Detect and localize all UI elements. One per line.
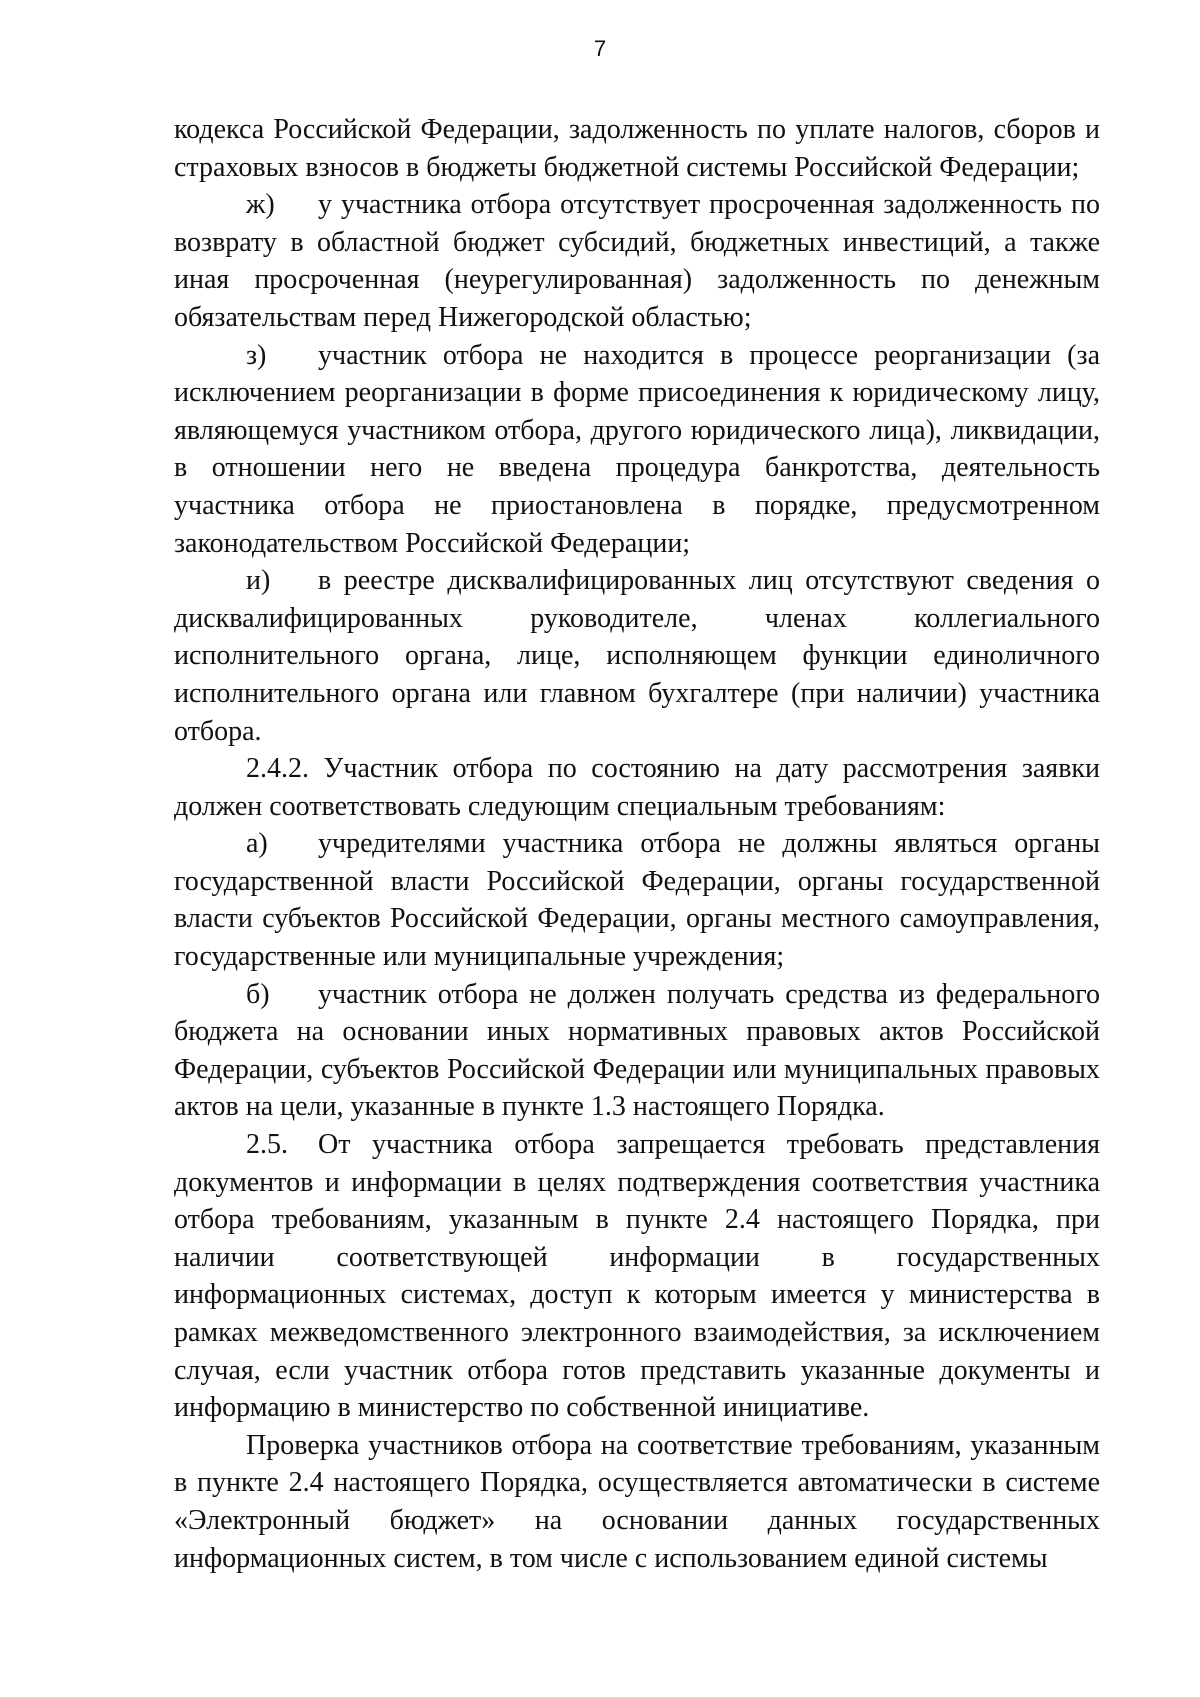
- paragraph-text: 2.4.2. Участник отбора по состоянию на дату рассмотрения заявки должен соответствовать следующим специальным требованиям:: [174, 753, 1100, 822]
- item-label: б): [246, 978, 270, 1010]
- paragraph-item-a: [174, 825, 1100, 975]
- item-label: 2.5.: [246, 1129, 288, 1161]
- paragraph-section-2-4-2: [174, 750, 1100, 825]
- item-label: и): [246, 565, 271, 597]
- item-label: з): [246, 339, 267, 371]
- paragraph-continuation: [174, 111, 1100, 186]
- paragraph-item-zh: [174, 186, 1100, 336]
- paragraph-text: участник отбора не находится в процессе реорганизации (за исключением реорганизации в форме присоединения к юридическому лицу, являющемуся участником отбора, другого юридического лица), ликвидации, в отношении него не введена процедура банкротства, деятельность участника отбора не приостановлена в порядке, предусмотренном законодательством Российской Федерации;: [174, 339, 1100, 559]
- paragraph-section-2-5: [174, 1126, 1100, 1427]
- page-number: 7: [593, 36, 607, 61]
- paragraph-verification: [174, 1427, 1100, 1577]
- paragraph-text: учредителями участника отбора не должны являться органы государственной власти Российской Федерации, органы государственной власти субъектов Российской Федерации, органы местного самоуправления, государственные или муниципальные учреждения;: [174, 828, 1100, 973]
- paragraph-item-b: [174, 976, 1100, 1126]
- document-body: [174, 111, 1100, 1577]
- paragraph-text: Проверка участников отбора на соответствие требованиям, указанным в пункте 2.4 настоящего Порядка, осуществляется автоматически в системе «Электронный бюджет» на основании данных государственных информационных систем, в том числе с использованием единой системы: [174, 1429, 1100, 1574]
- paragraph-text: у участника отбора отсутствует просроченная задолженность по возврату в областной бюджет субсидий, бюджетных инвестиций, а также иная просроченная (неурегулированная) задолженность по денежным обязательствам перед Нижегородской областью;: [174, 189, 1100, 333]
- paragraph-item-i: [174, 562, 1100, 750]
- paragraph-text: участник отбора не должен получать средства из федерального бюджета на основании иных нормативных правовых актов Российской Федерации, субъектов Российской Федерации или муниципальных правовых актов на цели, указанные в пункте 1.3 настоящего Порядка.: [174, 978, 1100, 1123]
- item-label: ж): [246, 189, 275, 221]
- paragraph-item-z: [174, 337, 1100, 563]
- paragraph-text: От участника отбора запрещается требовать представления документов и информации в целях подтверждения соответствия участника отбора требованиям, указанным в пункте 2.4 настоящего Порядка, при наличии соответствующей информации в государственных информационных системах, доступ к которым имеется у министерства в рамках межведомственного электронного взаимодействия, за исключением случая, если участник отбора готов представить указанные документы и информацию в министерство по собственной инициативе.: [174, 1129, 1100, 1424]
- item-label: а): [246, 828, 268, 860]
- paragraph-text: в реестре дисквалифицированных лиц отсутствуют сведения о дисквалифицированных руководителе, членах коллегиального исполнительного органа, лице, исполняющем функции единоличного исполнительного органа или главном бухгалтере (при наличии) участника отбора.: [174, 565, 1100, 747]
- paragraph-text: кодекса Российской Федерации, задолженность по уплате налогов, сборов и страховых взносов в бюджеты бюджетной системы Российской Федерации;: [174, 114, 1100, 183]
